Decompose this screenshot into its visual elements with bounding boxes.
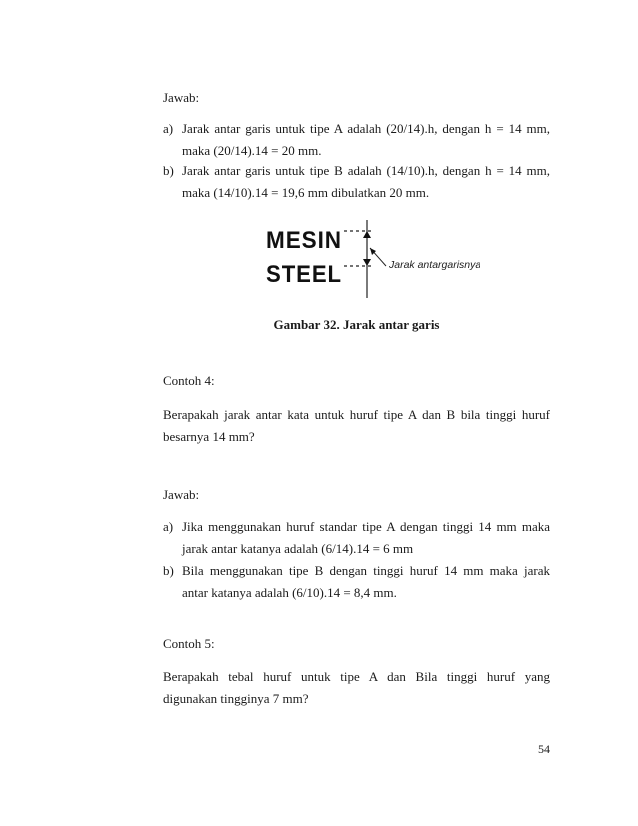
answer-heading-2: Jawab: — [163, 487, 200, 502]
item-line: maka (14/10).14 = 19,6 mm dibulatkan 20 mm. — [182, 185, 430, 200]
item-line: Jarak antar garis untuk tipe B adalah (14/10).h, dengan h = 14 mm, — [182, 163, 550, 178]
item-line: jarak antar katanya adalah (6/14).14 = 6 mm — [182, 541, 414, 556]
item-line: Jarak antar garis untuk tipe A adalah (20/14).h, dengan h = 14 mm, — [182, 121, 550, 136]
example-4-question-line: besarnya 14 mm? — [163, 429, 255, 444]
item-marker: b) — [163, 563, 174, 578]
item-line: Bila menggunakan tipe B dengan tinggi huruf 14 mm maka jarak — [182, 563, 550, 578]
example-5-question-line: Berapakah tebal huruf untuk tipe A dan Bila tinggi huruf yang — [163, 669, 550, 684]
item-marker: a) — [163, 121, 174, 136]
example-5-question-line: digunakan tingginya 7 mm? — [163, 691, 309, 706]
line-spacing-illustration — [262, 218, 480, 302]
answer-heading-1: Jawab: — [163, 90, 200, 105]
example-4-question-line: Berapakah jarak antar kata untuk huruf tipe A dan B bila tinggi huruf — [163, 407, 550, 422]
line-spacing-figure — [262, 218, 480, 302]
item-line: maka (20/14).14 = 20 mm. — [182, 143, 322, 158]
page-number: 54 — [538, 742, 550, 756]
figure-word-steel: STEEL — [266, 261, 342, 288]
figure-word-mesin: MESIN — [266, 227, 342, 254]
figure-label: Jarak antargarisnya — [389, 259, 480, 271]
item-marker: b) — [163, 163, 174, 178]
dimension-arrow-top — [363, 231, 371, 238]
answer-item-b-2 — [163, 560, 550, 604]
dimension-arrow-bottom — [363, 259, 371, 266]
example-4-title: Contoh 4: — [163, 373, 215, 388]
item-line: Jika menggunakan huruf standar tipe A dengan tinggi 14 mm maka — [182, 519, 550, 534]
example-5-title: Contoh 5: — [163, 636, 215, 651]
answer-item-a-2 — [163, 516, 550, 560]
answer-item-a-1 — [163, 118, 550, 162]
answer-item-b-1 — [163, 160, 550, 204]
item-line: antar katanya adalah (6/10).14 = 8,4 mm. — [182, 585, 397, 600]
item-marker: a) — [163, 519, 174, 534]
figure-caption: Gambar 32. Jarak antar garis — [273, 317, 440, 332]
